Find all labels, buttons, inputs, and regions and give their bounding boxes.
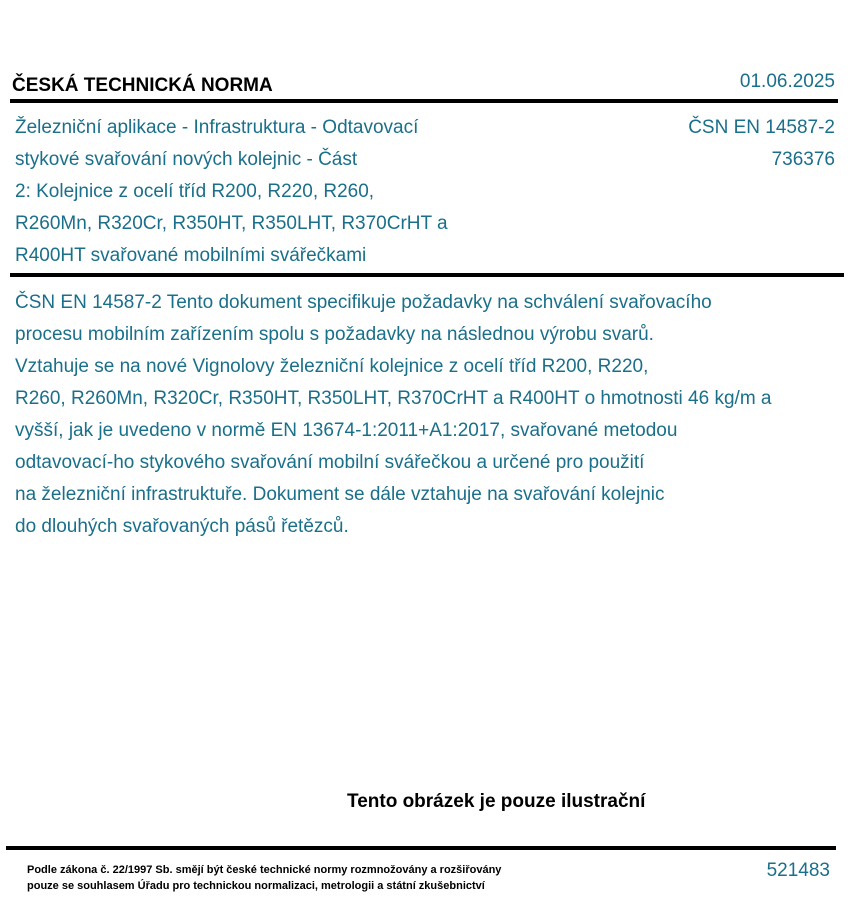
divider-middle xyxy=(10,273,844,277)
standard-title-line: 2: Kolejnice z ocelí tříd R200, R220, R260, xyxy=(15,181,375,202)
abstract-line: do dlouhých svařovaných pásů řetězců. xyxy=(15,516,349,537)
legal-notice-line: pouze se souhlasem Úřadu pro technickou normalizaci, metrologii a státní zkušebnictví xyxy=(27,880,485,892)
document-abstract xyxy=(15,287,772,543)
issue-date: 01.06.2025 xyxy=(739,71,835,92)
standard-title-line: stykové svařování nových kolejnic - Část xyxy=(15,149,358,170)
standard-identifiers xyxy=(688,112,835,176)
classification-number: 736376 xyxy=(771,149,835,170)
abstract-line: procesu mobilním zařízením spolu s požadavky na následnou výrobu svarů. xyxy=(15,324,654,345)
legal-notice-line: Podle zákona č. 22/1997 Sb. smějí být české technické normy rozmnožovány a rozšiřovány xyxy=(27,864,502,876)
catalog-number: 521483 xyxy=(766,860,830,881)
divider-top xyxy=(10,99,838,103)
divider-bottom xyxy=(6,846,836,850)
standard-title-line: R400HT svařované mobilními svářečkami xyxy=(15,245,367,266)
abstract-line: Vztahuje se na nové Vignolovy železniční kolejnice z ocelí tříd R200, R220, xyxy=(15,356,649,377)
abstract-line: na železniční infrastruktuře. Dokument se dále vztahuje na svařování kolejnic xyxy=(15,484,665,505)
abstract-line: odtavovací-ho stykového svařování mobilní svářečkou a určené pro použití xyxy=(15,452,645,473)
standard-title-line: Železniční aplikace - Infrastruktura - Odtavovací xyxy=(15,117,419,138)
abstract-line: R260, R260Mn, R320Cr, R350HT, R350LHT, R370CrHT a R400HT o hmotnosti 46 kg/m a xyxy=(15,388,772,409)
illustration-note: Tento obrázek je pouze ilustrační xyxy=(347,791,646,812)
abstract-line: ČSN EN 14587-2 Tento dokument specifikuje požadavky na schválení svařovacího xyxy=(15,292,712,313)
document-heading: ČESKÁ TECHNICKÁ NORMA xyxy=(12,75,273,96)
legal-notice xyxy=(27,862,501,894)
standard-code: ČSN EN 14587-2 xyxy=(688,117,835,138)
standard-title-line: R260Mn, R320Cr, R350HT, R350LHT, R370CrHT a xyxy=(15,213,448,234)
standard-title xyxy=(15,112,448,272)
abstract-line: vyšší, jak je uvedeno v normě EN 13674-1:2011+A1:2017, svařované metodou xyxy=(15,420,678,441)
